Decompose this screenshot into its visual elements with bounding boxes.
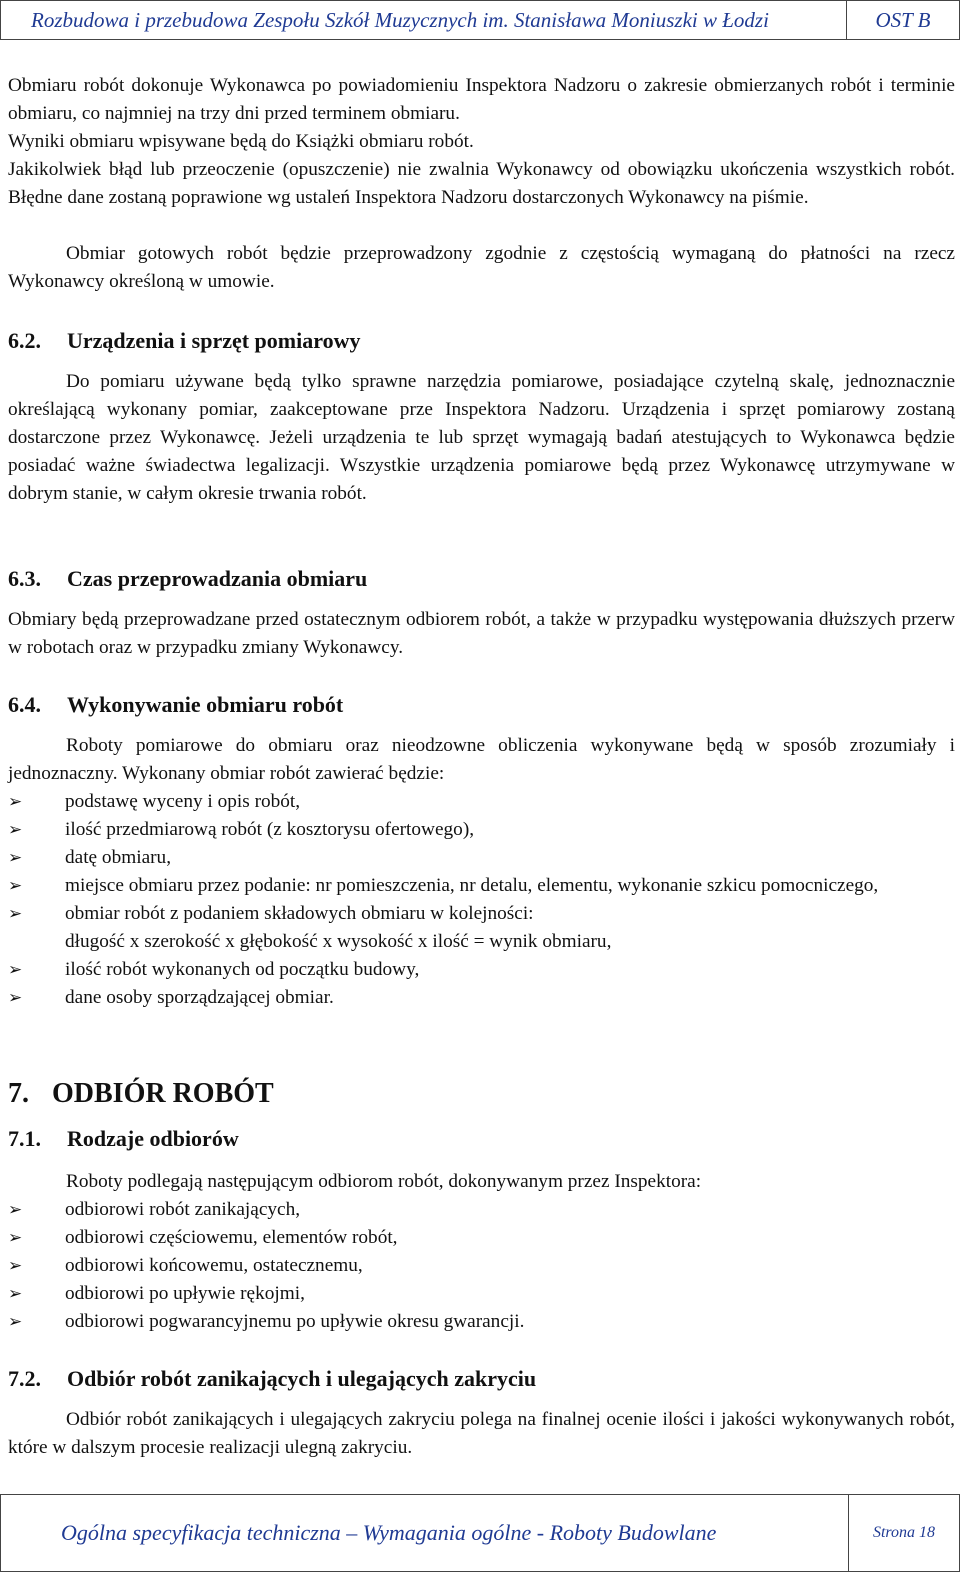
arrow-bullet-icon: ➢ — [8, 960, 23, 980]
arrow-bullet-icon: ➢ — [8, 1200, 23, 1220]
list-item: ➢ ilość przedmiarową robót (z kosztorysu ofertowego), — [8, 816, 955, 844]
section-heading-7-2 — [8, 1366, 536, 1392]
acceptance-types-list — [8, 1196, 955, 1336]
section-6-4-body: Roboty pomiarowe do obmiaru oraz nieodzowne obliczenia wykonywane będą w sposób zrozumiały i jednoznaczny. Wykonany obmiar robót zawierać będzie: — [8, 735, 955, 784]
page-header — [0, 0, 960, 40]
arrow-bullet-icon: ➢ — [8, 1312, 23, 1332]
section-number: 7.1. — [8, 1126, 41, 1151]
section-title: Odbiór robót zanikających i ulegających zakryciu — [67, 1366, 537, 1391]
arrow-bullet-icon: ➢ — [8, 1256, 23, 1276]
measurement-contents-list — [8, 788, 955, 1012]
section-heading-6-2 — [8, 328, 361, 354]
arrow-bullet-icon: ➢ — [8, 1284, 23, 1304]
list-item: ➢ ilość robót wykonanych od początku budowy, — [8, 956, 955, 984]
arrow-bullet-icon: ➢ — [8, 876, 23, 896]
list-item: ➢ odbiorowi częściowemu, elementów robót, — [8, 1224, 955, 1252]
section-title: ODBIÓR ROBÓT — [52, 1078, 274, 1109]
list-item: ➢ miejsce obmiaru przez podanie: nr pomieszczenia, nr detalu, elementu, wykonanie szkicu pomocniczego, — [8, 872, 955, 900]
section-heading-6-3 — [8, 566, 367, 592]
list-item: ➢ datę obmiaru, — [8, 844, 955, 872]
measurement-formula: długość x szerokość x głębokość x wysokość x ilość = wynik obmiaru, — [65, 931, 612, 952]
list-item: ➢ podstawę wyceny i opis robót, — [8, 788, 955, 816]
section-6-3-body: Obmiary będą przeprowadzane przed ostatecznym odbiorem robót, a także w przypadku występowania dłuższych przerw w robotach oraz w przypadku zmiany Wykonawcy. — [8, 609, 955, 658]
footer-title: Ogólna specyfikacja techniczna – Wymagania ogólne - Roboty Budowlane — [61, 1520, 717, 1545]
arrow-bullet-icon: ➢ — [8, 792, 23, 812]
list-item: ➢ odbiorowi po upływie rękojmi, — [8, 1280, 955, 1308]
list-item: ➢ obmiar robót z podaniem składowych obmiaru w kolejności: długość x szerokość x głębokość x wysokość x ilość = wynik obmiaru, — [8, 900, 955, 956]
section-heading-7 — [8, 1078, 274, 1110]
section-title: Czas przeprowadzania obmiaru — [67, 566, 368, 591]
arrow-bullet-icon: ➢ — [8, 848, 23, 868]
section-heading-6-4 — [8, 692, 343, 718]
section-heading-7-1 — [8, 1126, 239, 1152]
arrow-bullet-icon: ➢ — [8, 904, 23, 924]
section-title: Rodzaje odbiorów — [67, 1126, 239, 1151]
paragraph-final-measurement: Obmiar gotowych robót będzie przeprowadzony zgodnie z częstością wymaganą do płatności na rzecz Wykonawcy określoną w umowie. — [8, 243, 955, 292]
section-number: 7.2. — [8, 1366, 41, 1391]
arrow-bullet-icon: ➢ — [8, 820, 23, 840]
list-item: ➢ odbiorowi końcowemu, ostatecznemu, — [8, 1252, 955, 1280]
section-title: Wykonywanie obmiaru robót — [67, 692, 344, 717]
list-item: ➢ odbiorowi robót zanikających, — [8, 1196, 955, 1224]
section-7-1-body: Roboty podlegają następującym odbiorom robót, dokonywanym przez Inspektora: — [66, 1171, 702, 1192]
section-6-2-body: Do pomiaru używane będą tylko sprawne narzędzia pomiarowe, posiadające czytelną skalę, jednoznacznie określającą wykonany pomiar, zaakceptowane prze Inspektora Nadzoru. Urządzenia i sprzęt pomiarowy zostaną dostarczone przez Wykonawcę. Jeżeli urządzenia te lub sprzęt wymagają badań atestujących to Wykonawca będzie posiadać ważne świadectwa legalizacji. Wszystkie urządzenia pomiarowe będą przez Wykonawcę utrzymywane w dobrym stanie, w całym okresie trwania robót. — [8, 371, 955, 504]
list-item: ➢ odbiorowi pogwarancyjnemu po upływie okresu gwarancji. — [8, 1308, 955, 1336]
paragraph-errors: Jakikolwiek błąd lub przeoczenie (opuszczenie) nie zwalnia Wykonawcy od obowiązku ukończenia wszystkich robót. Błędne dane zostaną poprawione wg ustaleń Inspektora Nadzoru dostarczonych Wykonawcy na piśmie. — [8, 159, 955, 208]
arrow-bullet-icon: ➢ — [8, 1228, 23, 1248]
paragraph-measurement-notice: Obmiaru robót dokonuje Wykonawca po powiadomieniu Inspektora Nadzoru o zakresie obmierzanych robót i terminie obmiaru, co najmniej na trzy dni przed terminem obmiaru. — [8, 75, 955, 124]
section-number: 7. — [8, 1078, 29, 1109]
page-footer — [0, 1494, 960, 1572]
section-number: 6.2. — [8, 328, 41, 353]
page-number: Strona 18 — [848, 1495, 959, 1571]
list-item: ➢ dane osoby sporządzającej obmiar. — [8, 984, 955, 1012]
section-7-2-body: Odbiór robót zanikających i ulegających zakryciu polega na finalnej ocenie ilości i jakości wykonywanych robót, które w dalszym procesie realizacji ulegną zakryciu. — [8, 1409, 955, 1458]
section-title: Urządzenia i sprzęt pomiarowy — [67, 328, 361, 353]
header-code: OST B — [846, 1, 959, 39]
header-title: Rozbudowa i przebudowa Zespołu Szkół Muzycznych im. Stanisława Moniuszki w Łodzi — [31, 7, 769, 32]
paragraph-measurement-book: Wyniki obmiaru wpisywane będą do Książki obmiaru robót. — [8, 131, 474, 152]
arrow-bullet-icon: ➢ — [8, 988, 23, 1008]
section-number: 6.3. — [8, 566, 41, 591]
section-number: 6.4. — [8, 692, 41, 717]
